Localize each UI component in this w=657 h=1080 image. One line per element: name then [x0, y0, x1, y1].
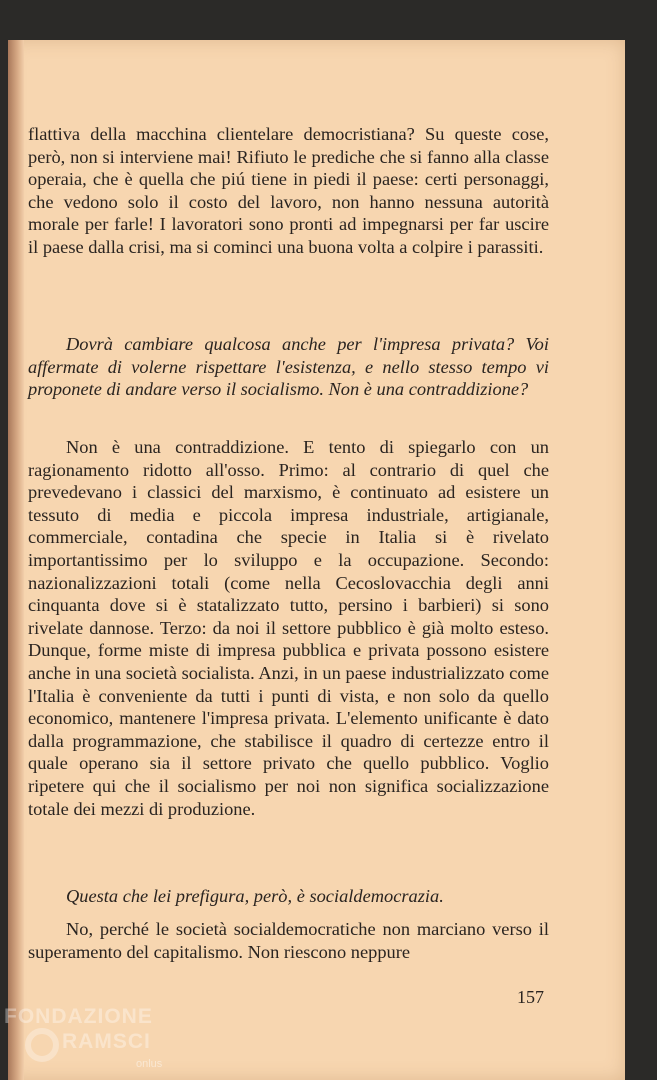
- question-2: Questa che lei prefigura, però, è socialdemocrazia.: [66, 886, 444, 906]
- question-1: Dovrà cambiare qualcosa anche per l'impresa privata? Voi affermate di volerne rispettare l'esistenza, e nello stesso tempo vi proponete di andare verso il socialismo. Non è una contraddizione?: [28, 334, 549, 400]
- answer-1: Non è una contraddizione. E tento di spiegarlo con un ragionamento ridotto all'osso. Primo: al contrario di quel che prevedevano i classici del marxismo, è continuato ad esistere un tessuto di media e piccola impresa industriale, artigianale, commerciale, contadina che specie in Italia si è rivelato importantissimo per lo sviluppo e la occupazione. Secondo: nazionalizzazioni totali (come nella Cecoslovacchia degli anni cinquanta dove si è statalizzato tutto, persino i barbieri) si sono rivelate dannose. Terzo: da noi il settore pubblico è già molto esteso. Dunque, forme miste di impresa pubblica e privata possono esistere anche in una società socialista. Anzi, in un paese industrializzato come l'Italia è conveniente da tutti i punti di vista, e non solo da quello economico, mantenere l'impresa privata. L'elemento unificante è dato dalla programmazione, che stabilisce il quadro di certezze entro il quale operano sia il settore privato che quello pubblico. Voglio ripetere qui che il socialismo per noi non significa socializzazione totale dei mezzi di produzione.: [28, 437, 549, 819]
- paragraph-continuation: flattiva della macchina clientelare democristiana? Su queste cose, però, non si interviene mai! Rifiuto le prediche che si fanno alla classe operaia, che è quella che piú tiene in piedi il paese: certi personaggi, che vedono solo il costo del lavoro, non hanno nessuna autorità morale per farle! I lavoratori sono pronti ad impegnarsi per far uscire il paese dalla crisi, ma si cominci una buona volta a colpire i parassiti.: [28, 124, 549, 257]
- answer-2: No, perché le società socialdemocratiche non marciano verso il superamento del capitalismo. Non riescono neppure: [28, 919, 549, 962]
- book-spine: [8, 40, 24, 1080]
- page-number: 157: [517, 987, 544, 1007]
- watermark-logo: [0, 1000, 200, 1080]
- book-page: [8, 40, 625, 1080]
- watermark-line-1: FONDAZIONE: [4, 1005, 153, 1028]
- watermark-line-2: RAMSCI: [62, 1030, 151, 1053]
- watermark-onlus: onlus: [136, 1058, 163, 1070]
- g-logo-icon: [25, 1028, 59, 1062]
